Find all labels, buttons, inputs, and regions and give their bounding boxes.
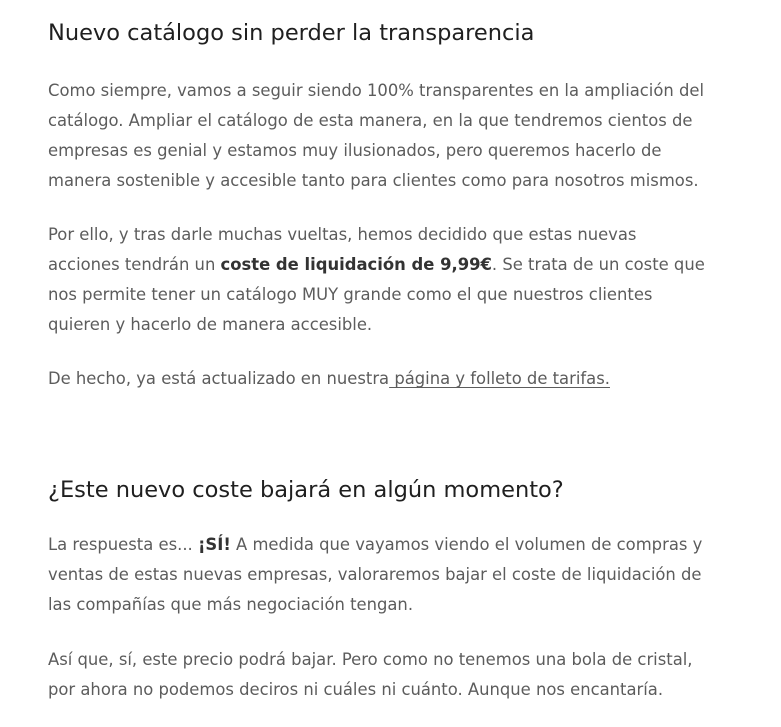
paragraph-transparency [48,76,748,196]
section-heading-cost-reduction: ¿Este nuevo coste bajará en algún momento? [48,477,564,503]
paragraph-price-may-drop [48,645,748,705]
text-fragment: . Se trata de un coste que [491,255,705,274]
paragraph-line: Por ello, y tras darle muchas vueltas, hemos decidido que estas nuevas [48,225,637,244]
text-fragment: acciones tendrán un [48,255,221,274]
paragraph-line: manera sostenible y accesible tanto para clientes como para nosotros mismos. [48,171,699,190]
paragraph-line: nos permite tener un catálogo MUY grande como el que nuestros clientes [48,285,653,304]
text-fragment: La respuesta es... [48,535,198,554]
section-heading-new-catalog: Nuevo catálogo sin perder la transparencia [48,20,535,46]
paragraph-pricing-link [48,364,748,394]
paragraph-line: ventas de estas nuevas empresas, valoraremos bajar el coste de liquidación de [48,565,702,584]
yes-highlight: ¡SÍ! [197,535,231,554]
paragraph-liquidation-cost [48,220,748,340]
paragraph-line [48,250,748,280]
paragraph-answer [48,530,748,620]
text-fragment: De hecho, ya está actualizado en nuestra [48,369,390,388]
paragraph-line: por ahora no podemos deciros ni cuáles ni cuánto. Aunque nos encantaría. [48,680,664,699]
paragraph-line [48,364,748,394]
paragraph-line: catálogo. Ampliar el catálogo de esta manera, en la que tendremos cientos de [48,111,693,130]
paragraph-line: Como siempre, vamos a seguir siendo 100% transparentes en la ampliación del [48,81,705,100]
paragraph-line: empresas es genial y estamos muy ilusionados, pero queremos hacerlo de [48,141,662,160]
paragraph-line: quieren y hacerlo de manera accesible. [48,315,373,334]
text-fragment: A medida que vayamos viendo el volumen de compras y [230,535,703,554]
paragraph-line: Así que, sí, este precio podrá bajar. Pero como no tenemos una bola de cristal, [48,650,693,669]
paragraph-line: las compañías que más negociación tengan. [48,595,414,614]
pricing-brochure-link[interactable]: página y folleto de tarifas. [389,369,610,388]
paragraph-line [48,530,748,560]
liquidation-cost-highlight: coste de liquidación de 9,99€ [220,255,492,274]
